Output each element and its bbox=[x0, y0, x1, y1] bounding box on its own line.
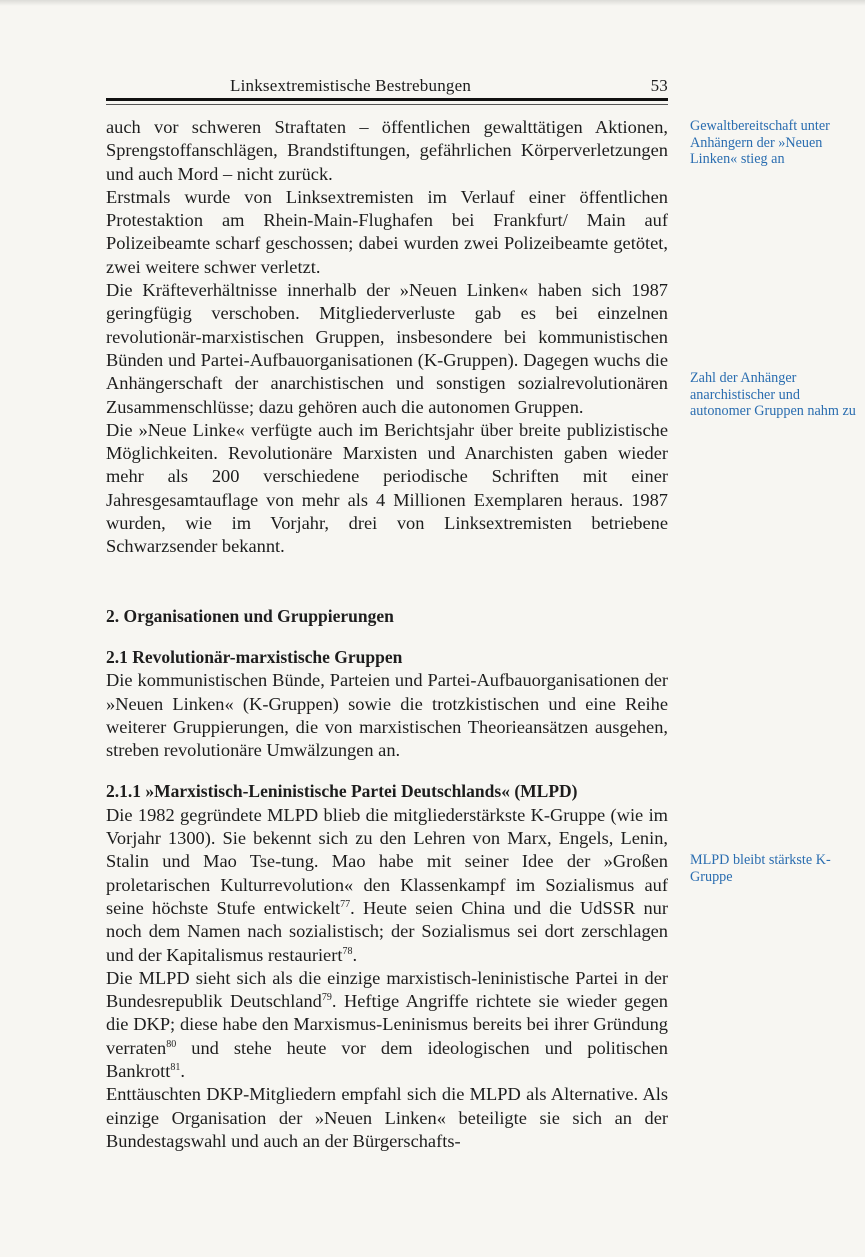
text-run: . Heute seien China und die UdSSR nur noch dem Namen nach sozialistisch; der Sozialismus sei dort zerschlagen und der Kapitalismus restauriert bbox=[106, 897, 668, 965]
text-run: und stehe heute vor dem ideologischen und politischen Bankrott bbox=[106, 1037, 668, 1081]
text-run: . Heftige Angriffe richtete sie wieder gegen die DKP; diese habe den Marxismus-Leninismus bereits bei ihrer Gründung verraten bbox=[106, 991, 669, 1058]
text-run: . bbox=[180, 1060, 185, 1081]
intro-paragraph-2: Erstmals wurde von Linksextremisten im Verlauf einer öffentlichen Protestaktion am Rhein-Main-Flughafen bei Frankfurt/ Main auf Polizeibeamte scharf geschossen; dabei wurden zwei Polizeibeamte getötet, zwei weitere schwer verletzt. bbox=[106, 186, 668, 277]
spacer bbox=[106, 559, 668, 605]
intro-paragraph-1: auch vor schweren Straftaten – öffentlichen gewalttätigen Aktionen, Sprengstoffanschlägen, Brandstiftungen, gefährlichen Körperverletzungen und auch Mord – nicht zurück. bbox=[106, 117, 668, 184]
text-run: Die MLPD sieht sich als die einzige marxistisch-leninistische Partei in der Bundesrepublik Deutschland bbox=[106, 967, 668, 1012]
section-heading-2: 2. Organisationen und Gruppierungen bbox=[106, 605, 394, 626]
footnote-ref: 81 bbox=[170, 1061, 181, 1073]
margin-note-anarchists: Zahl der Anhänger anarchistischer und autonomer Gruppen nahm zu bbox=[690, 370, 856, 419]
footnote-ref: 78 bbox=[342, 945, 353, 957]
spacer bbox=[106, 628, 668, 646]
spacer bbox=[106, 762, 668, 780]
text-run: Die 1982 gegründete MLPD blieb die mitgliederstärkste K-Gruppe (wie im Vorjahr 1300). Sie bekennt sich zu den Lehren von Marx, Engels, Lenin, Stalin und Mao Tse-tung. Mao habe mit seiner Idee der »Großen proletarischen Kulturrevolution« den Klassenkampf im Sozialismus auf seine höchste Stufe entwickelt bbox=[106, 804, 668, 918]
footnote-ref: 80 bbox=[166, 1038, 177, 1050]
margin-note-violence: Gewaltbereitschaft unter Anhängern der »Neuen Linken« stieg an bbox=[690, 118, 830, 167]
footnote-ref: 79 bbox=[321, 991, 332, 1003]
section-heading-2-1-1: 2.1.1 »Marxistisch-Leninistische Partei Deutschlands« (MLPD) bbox=[106, 781, 578, 802]
section-2-1-paragraph: Die kommunistischen Bünde, Parteien und Partei-Aufbauorganisationen der »Neuen Linken« (K-Gruppen) sowie die trotzkistischen und eine Reihe weiterer Gruppierungen, die von marxistischen Theorieansätzen ausgehen, streben revolutionäre Umwälzungen an. bbox=[106, 670, 668, 761]
running-header bbox=[106, 76, 668, 98]
header-rule-thick bbox=[106, 98, 668, 101]
page-edge bbox=[0, 0, 865, 6]
footnote-ref: 77 bbox=[340, 898, 351, 910]
page-number: 53 bbox=[650, 76, 668, 95]
running-header-title: Linksextremistische Bestrebungen bbox=[230, 76, 472, 95]
mlpd-paragraph-3: Enttäuschten DKP-Mitgliedern empfahl sich die MLPD als Alternative. Als einzige Organisation der »Neuen Linken« beteiligte sie sich an der Bundestagswahl und auch an der Bürgerschafts- bbox=[106, 1084, 668, 1151]
mlpd-paragraph-2 bbox=[106, 967, 668, 1083]
header-rule-thin bbox=[106, 104, 668, 105]
margin-note-mlpd: MLPD bleibt stärkste K-Gruppe bbox=[690, 852, 831, 885]
main-text bbox=[106, 116, 668, 1153]
intro-paragraph-3: Die Kräfteverhältnisse innerhalb der »Neuen Linken« haben sich 1987 geringfügig verschoben. Mitgliederverluste gab es bei einzelnen revolutionär-marxistischen Gruppen, insbesondere bei kommunistischen Bünden und Partei-Aufbauorganisationen (K-Gruppen). Dagegen wuchs die Anhängerschaft der anarchistischen und sonstigen sozialrevolutionären Zusammenschlüsse; dazu gehören auch die autonomen Gruppen. bbox=[106, 280, 668, 417]
section-heading-2-1: 2.1 Revolutionär-marxistische Gruppen bbox=[106, 646, 403, 667]
intro-paragraph-4: Die »Neue Linke« verfügte auch im Berichtsjahr über breite publizistische Möglichkeiten. Revolutionäre Marxisten und Anarchisten gaben wieder mehr als 200 verschiedene periodische Schriften mit einer Jahresgesamtauflage von mehr als 4 Millionen Exemplaren heraus. 1987 wurden, wie im Vorjahr, drei von Linksextremisten betriebene Schwarzsender bekannt. bbox=[106, 419, 668, 557]
mlpd-paragraph-1 bbox=[106, 804, 668, 967]
text-run: . bbox=[352, 944, 358, 965]
